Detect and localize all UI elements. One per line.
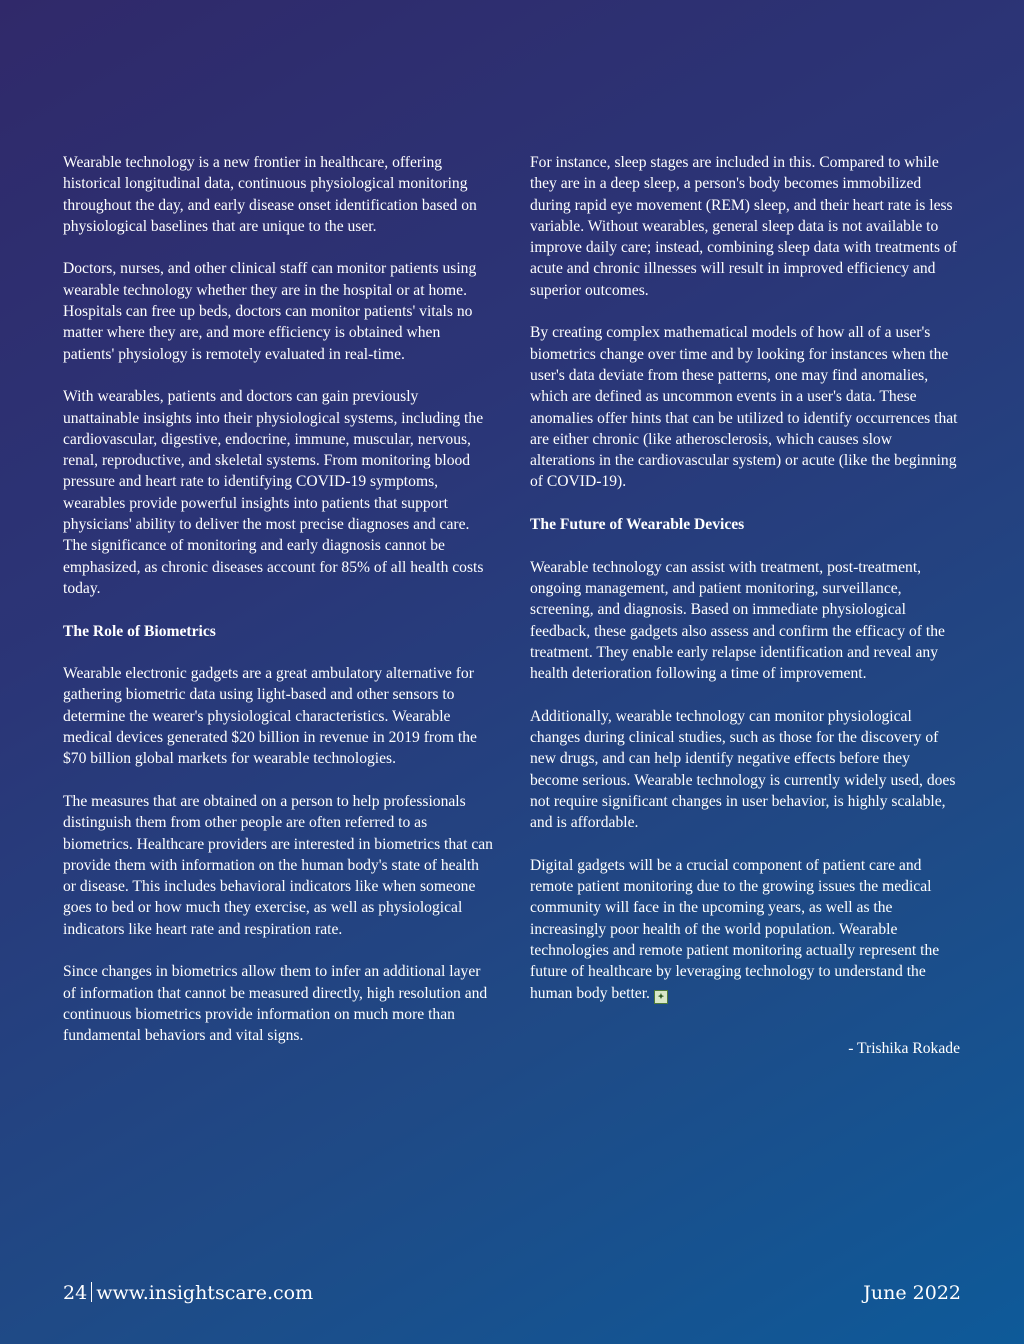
website-link[interactable]: www.insightscare.com	[96, 1282, 314, 1304]
article-closing-paragraph	[530, 855, 960, 1004]
article-right-column	[530, 152, 960, 1080]
article-paragraph: Doctors, nurses, and other clinical staff can monitor patients using wearable technology whether they are in the hospital or at home. Hospitals can free up beds, doctors can monitor patients' vitals no matter where they are, and more efficiency is obtained when patients' physiology is remotely evaluated in real-time.	[63, 260, 477, 363]
section-heading-future-of-wearables: The Future of Wearable Devices	[530, 516, 745, 534]
article-paragraph: With wearables, patients and doctors can gain previously unattainable insights into their physiological systems, including the cardiovascular, digestive, endocrine, immune, muscular, nervous, renal, reproductive, and skeletal systems. From monitoring blood pressure and heart rate to identifying COVID-19 symptoms, wearables provide powerful insights into patients that support physicians' ability to deliver the most precise diagnoses and care. The significance of monitoring and early diagnosis cannot be emphasized, as chronic diseases account for 85% of all health costs today.	[63, 388, 484, 597]
closing-paragraph-text: Digital gadgets will be a crucial component of patient care and remote patient monitoring due to the growing issues the medical community will face in the upcoming years, as well as the increasingly poor health of the world population. Wearable technologies and remote patient monitoring actually represent the future of healthcare by leveraging technology to understand the human body better.	[530, 856, 940, 1002]
section-heading-role-of-biometrics: The Role of Biometrics	[63, 622, 216, 640]
footer-date: June 2022	[863, 1282, 961, 1304]
article-paragraph: Wearable technology is a new frontier in healthcare, offering historical longitudinal data, continuous physiological monitoring throughout the day, and early disease onset identification based on physiological baselines that are unique to the user.	[63, 154, 477, 235]
page-number: 24	[63, 1282, 88, 1304]
article-left-column	[63, 152, 495, 1068]
end-mark-icon: ✦	[654, 990, 668, 1004]
article-paragraph: By creating complex mathematical models of how all of a user's biometrics change over time and by looking for instances when the user's data deviate from these patterns, one may find anomalies, which are defined as uncommon events in a user's data. These anomalies offer hints that can be utilized to identify occurrences that are either chronic (like atherosclerosis, which causes slow alterations in the cardiovascular system) or acute (like the beginning of COVID-19).	[530, 324, 958, 491]
article-paragraph: Wearable electronic gadgets are a great ambulatory alternative for gathering biometric data using light-based and other sensors to determine the wearer's physiological characteristics. Wearable medical devices generated $20 billion in revenue in 2019 from the $70 billion global markets for wearable technologies.	[63, 665, 477, 768]
article-paragraph: Since changes in biometrics allow them to infer an additional layer of information that cannot be measured directly, high resolution and continuous biometrics provide information on much more than fundamental behaviors and vital signs.	[63, 963, 488, 1045]
footer-left	[63, 1281, 313, 1305]
article-paragraph: Wearable technology can assist with treatment, post-treatment, ongoing management, and patient monitoring, surveillance, screening, and diagnosis. Based on immediate physiological feedback, these gadgets also assess and confirm the efficacy of the treatment. They enable early relapse identification and reveal any health deterioration following a time of improvement.	[530, 558, 945, 683]
article-paragraph: For instance, sleep stages are included in this. Compared to while they are in a deep sleep, a person's body becomes immobilized during rapid eye movement (REM) sleep, and their heart rate is less variable. Without wearables, general sleep data is not available to improve daily care; instead, combining sleep data with treatments of acute and chronic illnesses will result in improved efficiency and superior outcomes.	[530, 154, 957, 299]
author-signature: - Trishika Rokade	[848, 1039, 960, 1057]
footer-divider	[91, 1282, 92, 1302]
article-paragraph: The measures that are obtained on a person to help professionals distinguish them from other people are often referred to as biometrics. Healthcare providers are interested in biometrics that can provide them with information on the human body's state of health or disease. This includes behavioral indicators like when someone goes to bed or how much they exercise, as well as physiological indicators like heart rate and respiration rate.	[63, 792, 493, 938]
article-paragraph: Additionally, wearable technology can monitor physiological changes during clinical studies, such as those for the discovery of new drugs, and can help identify negative effects before they become serious. Wearable technology is currently widely used, does not require significant changes in user behavior, is highly scalable, and is affordable.	[530, 707, 956, 832]
